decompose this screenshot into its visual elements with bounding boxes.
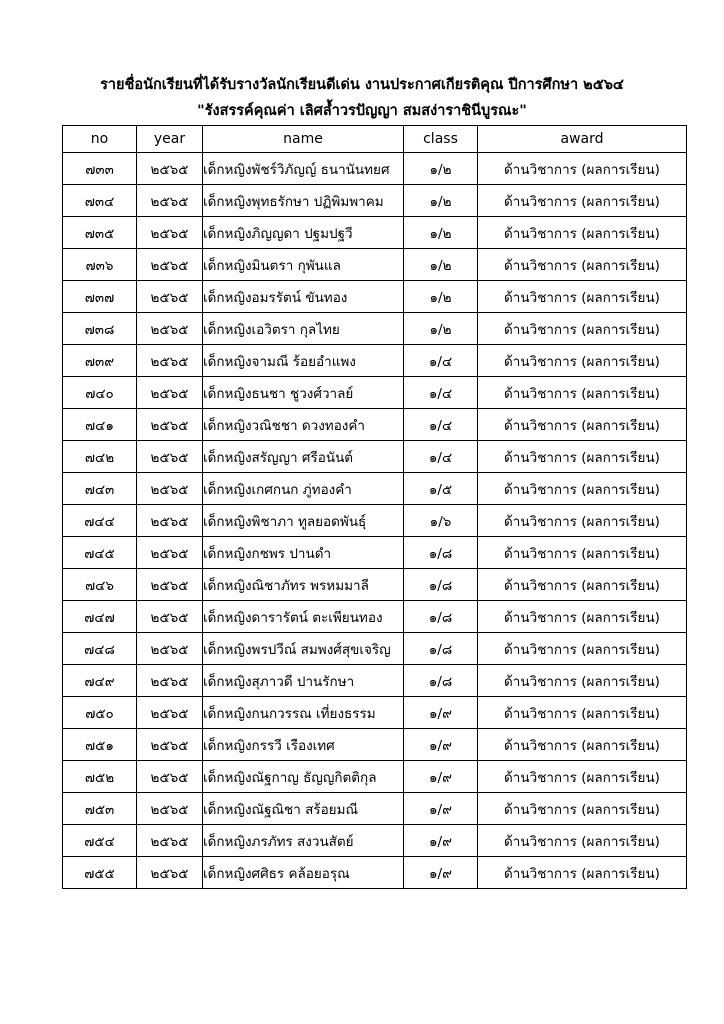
award-cell: ด้านวิชาการ (ผลการเรียน) bbox=[478, 505, 687, 537]
awards-table bbox=[62, 125, 687, 889]
award-cell: ด้านวิชาการ (ผลการเรียน) bbox=[478, 441, 687, 473]
award-cell: ด้านวิชาการ (ผลการเรียน) bbox=[478, 761, 687, 793]
student-name-cell: เด็กหญิงณิชาภัทร พรหมมาลี bbox=[203, 569, 404, 601]
student-name-cell: เด็กหญิงศศิธร คล้อยอรุณ bbox=[203, 857, 404, 889]
class-cell: ๑/๙ bbox=[404, 729, 478, 761]
year-cell: ๒๕๖๕ bbox=[137, 505, 203, 537]
student-name-cell: เด็กหญิงกชพร ปานดำ bbox=[203, 537, 404, 569]
year-cell: ๒๕๖๕ bbox=[137, 665, 203, 697]
table-row bbox=[63, 217, 687, 249]
row-number-cell: ๗๔๒ bbox=[63, 441, 137, 473]
table-row bbox=[63, 281, 687, 313]
award-cell: ด้านวิชาการ (ผลการเรียน) bbox=[478, 665, 687, 697]
student-name-cell: เด็กหญิงมินตรา กุพันแล bbox=[203, 249, 404, 281]
row-number-cell: ๗๔๐ bbox=[63, 377, 137, 409]
year-cell: ๒๕๖๕ bbox=[137, 441, 203, 473]
class-cell: ๑/๔ bbox=[404, 345, 478, 377]
table-header-row bbox=[63, 126, 687, 153]
table-row bbox=[63, 505, 687, 537]
row-number-cell: ๗๕๓ bbox=[63, 793, 137, 825]
row-number-cell: ๗๓๔ bbox=[63, 185, 137, 217]
class-cell: ๑/๒ bbox=[404, 281, 478, 313]
award-cell: ด้านวิชาการ (ผลการเรียน) bbox=[478, 345, 687, 377]
table-row bbox=[63, 761, 687, 793]
student-name-cell: เด็กหญิงธนชา ชูวงศ์วาลย์ bbox=[203, 377, 404, 409]
row-number-cell: ๗๕๑ bbox=[63, 729, 137, 761]
row-number-cell: ๗๔๙ bbox=[63, 665, 137, 697]
student-name-cell: เด็กหญิงกรรวี เรืองเทศ bbox=[203, 729, 404, 761]
award-cell: ด้านวิชาการ (ผลการเรียน) bbox=[478, 281, 687, 313]
table-row bbox=[63, 185, 687, 217]
year-cell: ๒๕๖๕ bbox=[137, 153, 203, 185]
award-cell: ด้านวิชาการ (ผลการเรียน) bbox=[478, 793, 687, 825]
column-header-class: class bbox=[404, 126, 478, 153]
table-row bbox=[63, 697, 687, 729]
row-number-cell: ๗๕๒ bbox=[63, 761, 137, 793]
student-name-cell: เด็กหญิงอมรรัตน์ ขันทอง bbox=[203, 281, 404, 313]
award-cell: ด้านวิชาการ (ผลการเรียน) bbox=[478, 217, 687, 249]
row-number-cell: ๗๔๑ bbox=[63, 409, 137, 441]
table-row bbox=[63, 473, 687, 505]
student-name-cell: เด็กหญิงสุภาวดี ปานรักษา bbox=[203, 665, 404, 697]
year-cell: ๒๕๖๕ bbox=[137, 569, 203, 601]
student-name-cell: เด็กหญิงกนกวรรณ เที่ยงธรรม bbox=[203, 697, 404, 729]
year-cell: ๒๕๖๕ bbox=[137, 761, 203, 793]
year-cell: ๒๕๖๕ bbox=[137, 185, 203, 217]
table-row bbox=[63, 569, 687, 601]
document-subtitle: "รังสรรค์คุณค่า เลิศล้ำวรปัญญา สมสง่าราชินีบูรณะ" bbox=[197, 103, 527, 119]
row-number-cell: ๗๔๕ bbox=[63, 537, 137, 569]
table-row bbox=[63, 537, 687, 569]
table-row bbox=[63, 249, 687, 281]
award-cell: ด้านวิชาการ (ผลการเรียน) bbox=[478, 537, 687, 569]
row-number-cell: ๗๔๗ bbox=[63, 601, 137, 633]
year-cell: ๒๕๖๕ bbox=[137, 793, 203, 825]
row-number-cell: ๗๓๕ bbox=[63, 217, 137, 249]
row-number-cell: ๗๔๔ bbox=[63, 505, 137, 537]
award-cell: ด้านวิชาการ (ผลการเรียน) bbox=[478, 857, 687, 889]
class-cell: ๑/๔ bbox=[404, 377, 478, 409]
class-cell: ๑/๕ bbox=[404, 473, 478, 505]
year-cell: ๒๕๖๕ bbox=[137, 633, 203, 665]
award-cell: ด้านวิชาการ (ผลการเรียน) bbox=[478, 249, 687, 281]
class-cell: ๑/๙ bbox=[404, 761, 478, 793]
award-cell: ด้านวิชาการ (ผลการเรียน) bbox=[478, 473, 687, 505]
class-cell: ๑/๒ bbox=[404, 185, 478, 217]
award-cell: ด้านวิชาการ (ผลการเรียน) bbox=[478, 569, 687, 601]
row-number-cell: ๗๕๕ bbox=[63, 857, 137, 889]
class-cell: ๑/๙ bbox=[404, 857, 478, 889]
year-cell: ๒๕๖๕ bbox=[137, 729, 203, 761]
table-row bbox=[63, 793, 687, 825]
year-cell: ๒๕๖๕ bbox=[137, 601, 203, 633]
row-number-cell: ๗๔๘ bbox=[63, 633, 137, 665]
class-cell: ๑/๙ bbox=[404, 793, 478, 825]
student-name-cell: เด็กหญิงสรัญญา ศรีอนันต์ bbox=[203, 441, 404, 473]
class-cell: ๑/๙ bbox=[404, 697, 478, 729]
row-number-cell: ๗๓๙ bbox=[63, 345, 137, 377]
row-number-cell: ๗๓๗ bbox=[63, 281, 137, 313]
class-cell: ๑/๒ bbox=[404, 313, 478, 345]
award-cell: ด้านวิชาการ (ผลการเรียน) bbox=[478, 697, 687, 729]
year-cell: ๒๕๖๕ bbox=[137, 249, 203, 281]
class-cell: ๑/๒ bbox=[404, 217, 478, 249]
student-name-cell: เด็กหญิงณัฐณิชา สร้อยมณี bbox=[203, 793, 404, 825]
column-header-award: award bbox=[478, 126, 687, 153]
class-cell: ๑/๒ bbox=[404, 153, 478, 185]
student-name-cell: เด็กหญิงณัฐกาญ ธัญญกิตติกุล bbox=[203, 761, 404, 793]
class-cell: ๑/๔ bbox=[404, 441, 478, 473]
row-number-cell: ๗๓๘ bbox=[63, 313, 137, 345]
student-name-cell: เด็กหญิงพัชร์วิภัญญ์ ธนานันทยศ bbox=[203, 153, 404, 185]
award-cell: ด้านวิชาการ (ผลการเรียน) bbox=[478, 729, 687, 761]
student-name-cell: เด็กหญิงภิญญดา ปฐมปฐวี bbox=[203, 217, 404, 249]
table-row bbox=[63, 345, 687, 377]
column-header-name: name bbox=[203, 126, 404, 153]
table-row bbox=[63, 377, 687, 409]
student-name-cell: เด็กหญิงดารารัตน์ ตะเพียนทอง bbox=[203, 601, 404, 633]
year-cell: ๒๕๖๕ bbox=[137, 217, 203, 249]
student-name-cell: เด็กหญิงเกศกนก ภู่ทองคำ bbox=[203, 473, 404, 505]
class-cell: ๑/๘ bbox=[404, 665, 478, 697]
column-header-year: year bbox=[137, 126, 203, 153]
row-number-cell: ๗๕๐ bbox=[63, 697, 137, 729]
year-cell: ๒๕๖๕ bbox=[137, 281, 203, 313]
student-name-cell: เด็กหญิงพิชาภา ทูลยอดพันธุ์ bbox=[203, 505, 404, 537]
year-cell: ๒๕๖๕ bbox=[137, 409, 203, 441]
student-name-cell: เด็กหญิงเอวิตรา กุลไทย bbox=[203, 313, 404, 345]
year-cell: ๒๕๖๕ bbox=[137, 377, 203, 409]
table-row bbox=[63, 633, 687, 665]
table-row bbox=[63, 313, 687, 345]
award-cell: ด้านวิชาการ (ผลการเรียน) bbox=[478, 409, 687, 441]
class-cell: ๑/๒ bbox=[404, 249, 478, 281]
row-number-cell: ๗๓๖ bbox=[63, 249, 137, 281]
award-cell: ด้านวิชาการ (ผลการเรียน) bbox=[478, 825, 687, 857]
year-cell: ๒๕๖๕ bbox=[137, 857, 203, 889]
year-cell: ๒๕๖๕ bbox=[137, 825, 203, 857]
student-name-cell: เด็กหญิงพรปวีณ์ สมพงศ์สุขเจริญ bbox=[203, 633, 404, 665]
year-cell: ๒๕๖๕ bbox=[137, 313, 203, 345]
table-row bbox=[63, 857, 687, 889]
row-number-cell: ๗๕๔ bbox=[63, 825, 137, 857]
student-name-cell: เด็กหญิงจามณี ร้อยอำแพง bbox=[203, 345, 404, 377]
class-cell: ๑/๘ bbox=[404, 537, 478, 569]
column-header-no: no bbox=[63, 126, 137, 153]
student-name-cell: เด็กหญิงวณิชชา ดวงทองคำ bbox=[203, 409, 404, 441]
class-cell: ๑/๖ bbox=[404, 505, 478, 537]
award-cell: ด้านวิชาการ (ผลการเรียน) bbox=[478, 633, 687, 665]
year-cell: ๒๕๖๕ bbox=[137, 697, 203, 729]
student-name-cell: เด็กหญิงภรภัทร สงวนสัตย์ bbox=[203, 825, 404, 857]
year-cell: ๒๕๖๕ bbox=[137, 345, 203, 377]
class-cell: ๑/๙ bbox=[404, 825, 478, 857]
class-cell: ๑/๔ bbox=[404, 409, 478, 441]
table-row bbox=[63, 825, 687, 857]
award-cell: ด้านวิชาการ (ผลการเรียน) bbox=[478, 185, 687, 217]
award-cell: ด้านวิชาการ (ผลการเรียน) bbox=[478, 153, 687, 185]
table-row bbox=[63, 601, 687, 633]
row-number-cell: ๗๓๓ bbox=[63, 153, 137, 185]
year-cell: ๒๕๖๕ bbox=[137, 473, 203, 505]
table-row bbox=[63, 153, 687, 185]
row-number-cell: ๗๔๓ bbox=[63, 473, 137, 505]
class-cell: ๑/๘ bbox=[404, 569, 478, 601]
table-row bbox=[63, 409, 687, 441]
table-row bbox=[63, 665, 687, 697]
class-cell: ๑/๘ bbox=[404, 633, 478, 665]
award-cell: ด้านวิชาการ (ผลการเรียน) bbox=[478, 313, 687, 345]
table-row bbox=[63, 441, 687, 473]
student-name-cell: เด็กหญิงพุทธรักษา ปฏิพิมพาคม bbox=[203, 185, 404, 217]
row-number-cell: ๗๔๖ bbox=[63, 569, 137, 601]
year-cell: ๒๕๖๕ bbox=[137, 537, 203, 569]
table-row bbox=[63, 729, 687, 761]
award-cell: ด้านวิชาการ (ผลการเรียน) bbox=[478, 601, 687, 633]
class-cell: ๑/๘ bbox=[404, 601, 478, 633]
document-title: รายชื่อนักเรียนที่ได้รับรางวัลนักเรียนดีเด่น งานประกาศเกียรติคุณ ปีการศึกษา ๒๕๖๔ bbox=[100, 77, 624, 93]
award-cell: ด้านวิชาการ (ผลการเรียน) bbox=[478, 377, 687, 409]
